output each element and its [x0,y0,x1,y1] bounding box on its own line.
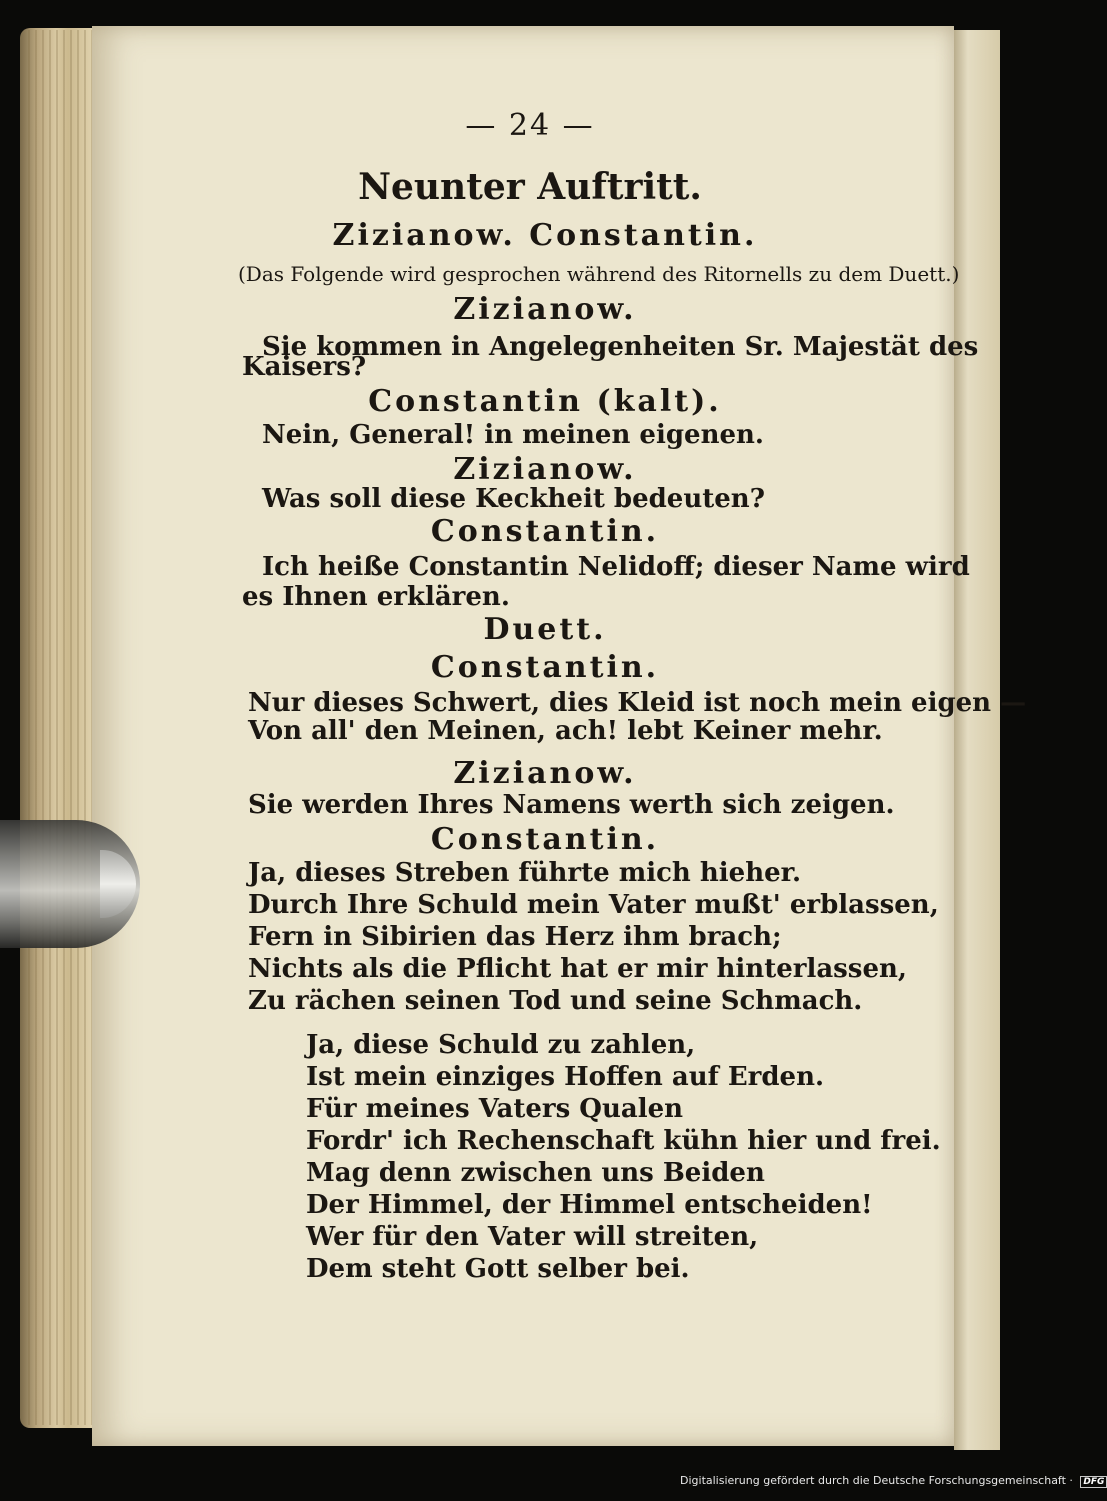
duet-line: Nur dieses Schwert, dies Kleid ist noch mein eigen — [248,688,1027,718]
verse-line: Ist mein einziges Hoffen auf Erden. [306,1062,825,1092]
dialogue-line: Was soll diese Keckheit bedeuten? [262,484,765,514]
speaker-name: Constantin. [430,514,660,549]
duet-line: Nichts als die Pflicht hat er mir hinterlassen, [248,954,907,984]
duet-line: Durch Ihre Schuld mein Vater mußt' erblassen, [248,890,939,920]
verse-line: Der Himmel, der Himmel entscheiden! [306,1190,873,1220]
dialogue-line: Sie kommen in Angelegenheiten Sr. Majestät des [262,332,979,362]
speaker-name: Zizianow. [453,292,637,327]
duet-line: Ja, dieses Streben führte mich hieher. [248,858,802,888]
duet-heading: Duett. [483,612,607,647]
duet-line: Fern in Sibirien das Herz ihm brach; [248,922,782,952]
dialogue-line: Kaisers? [242,352,367,382]
page-edges [28,30,98,1425]
speaker-name: Constantin. [430,650,660,685]
speaker-name: Zizianow. [453,452,637,487]
speaker-name: Constantin (kalt). [368,384,722,419]
verse-line: Wer für den Vater will streiten, [306,1222,759,1252]
digitization-credit [680,1474,1107,1488]
credit-text: Digitalisierung gefördert durch die Deutsche Forschungsgemeinschaft · [680,1474,1073,1487]
dialogue-line: Nein, General! in meinen eigenen. [262,420,764,450]
dfg-logo: DFG [1080,1476,1107,1488]
page-number: — 24 — [465,108,595,143]
character-list: Zizianow. Constantin. [332,218,758,253]
verse-line: Fordr' ich Rechenschaft kühn hier und frei. [306,1126,941,1156]
scene-heading: Neunter Auftritt. [358,166,702,208]
next-page-edge [954,30,1000,1450]
verse-line: Ja, diese Schuld zu zahlen, [306,1030,696,1060]
dialogue-line: Ich heiße Constantin Nelidoff; dieser Name wird [262,552,970,582]
speaker-name: Constantin. [430,822,660,857]
duet-line: Zu rächen seinen Tod und seine Schmach. [248,986,863,1016]
verse-line: Dem steht Gott selber bei. [306,1254,690,1284]
dialogue-line: es Ihnen erklären. [242,582,510,612]
verse-line: Für meines Vaters Qualen [306,1094,684,1124]
duet-line: Von all' den Meinen, ach! lebt Keiner mehr. [248,716,883,746]
verse-line: Mag denn zwischen uns Beiden [306,1158,765,1188]
speaker-name: Zizianow. [453,756,637,791]
stage-direction: (Das Folgende wird gesprochen während des Ritornells zu dem Duett.) [238,262,960,286]
duet-line: Sie werden Ihres Namens werth sich zeigen. [248,790,895,820]
